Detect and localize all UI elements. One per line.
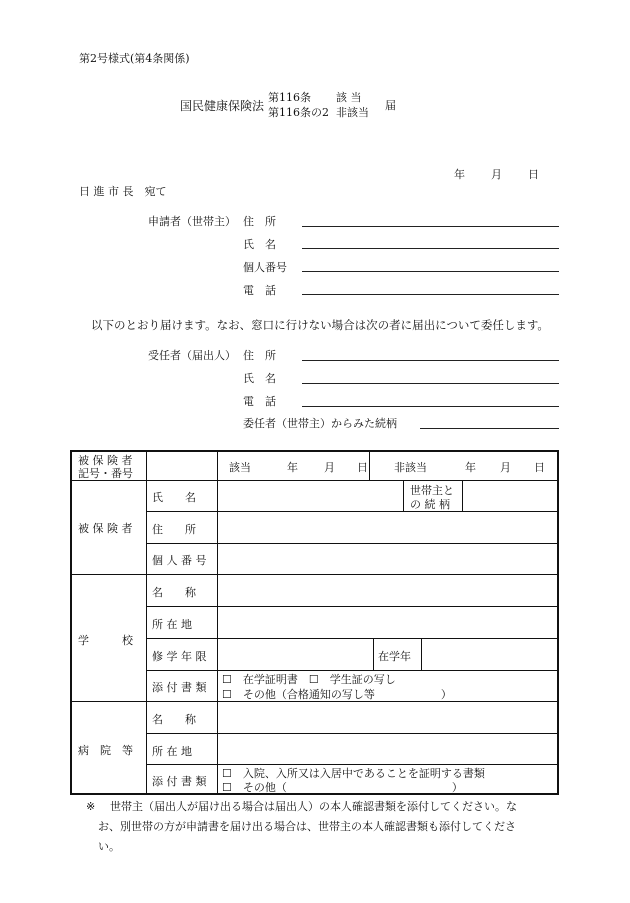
applicant-address-field[interactable] (302, 226, 559, 227)
applicable-month-label: 月 (324, 461, 335, 474)
school-attachment-options-2[interactable]: ☐ その他（合格通知の写し等 ） (222, 688, 452, 701)
not-applicable-month-label: 月 (500, 461, 511, 474)
hospital-attachment-options-2[interactable]: ☐ その他（ ） (222, 781, 463, 794)
applicant-name-field[interactable] (302, 248, 559, 249)
recipient-phone-field[interactable] (302, 406, 559, 407)
recipient-name-field[interactable] (302, 383, 559, 384)
insured-address-field[interactable] (222, 514, 552, 541)
school-attachment-options-1[interactable]: ☐ 在学証明書 ☐ 学生証の写し (222, 673, 396, 686)
insured-number-label-line1: 被 保 険 者 (78, 454, 133, 467)
footnote-line3: い。 (98, 840, 120, 853)
date-year-label: 年 (454, 168, 465, 181)
applicable-year-label: 年 (287, 461, 298, 474)
insured-name-field[interactable] (222, 483, 398, 509)
footnote-line2: お、別世帯の方が申請書を届け出る場合は、世帯主の本人確認書類も添付してくださ (98, 820, 516, 833)
title-article-116: 第116条 (268, 91, 311, 104)
hospital-attachments-label: 添 付 書 類 (152, 775, 207, 788)
recipient-relation-field[interactable] (420, 428, 559, 429)
title-article-116-2: 第116条の2 (268, 106, 329, 119)
insured-number-field[interactable] (152, 454, 212, 478)
school-attachments-label: 添 付 書 類 (152, 681, 207, 694)
delegation-text: 以下のとおり届けます。なお、窓口に行けない場合は次の者に届出について委任します。 (91, 318, 549, 332)
school-name-field[interactable] (222, 577, 552, 604)
title-law: 国民健康保険法 (180, 99, 265, 113)
hospital-location-field[interactable] (222, 736, 552, 762)
relation-label-line2: の 続 柄 (410, 498, 450, 511)
insured-section-label: 被 保 険 者 (78, 522, 133, 535)
applicant-personal-number-field[interactable] (302, 271, 559, 272)
insured-table (70, 450, 559, 795)
title-suffix: 届 (385, 99, 396, 112)
recipient-relation-label: 委任者（世帯主）からみた続柄 (243, 417, 397, 430)
footnote-line1: 世帯主（届出人が届け出る場合は届出人）の本人確認書類を添付してください。な (110, 800, 517, 813)
applicant-personal-number-label: 個人番号 (243, 261, 287, 274)
addressee: 日 進 市 長 宛て (79, 185, 167, 198)
recipient-heading: 受任者（届出人） (148, 349, 236, 362)
relation-label-line1: 世帯主と (410, 484, 454, 497)
hospital-section-label: 病 院 等 (78, 744, 133, 757)
relation-field[interactable] (467, 483, 553, 509)
not-applicable-year-label: 年 (465, 461, 476, 474)
insured-personal-number-label: 個 人 番 号 (152, 554, 207, 567)
applicant-heading: 申請者（世帯主） (148, 215, 236, 228)
hospital-name-field[interactable] (222, 704, 552, 731)
school-location-field[interactable] (222, 609, 552, 636)
school-name-label: 名 称 (152, 586, 196, 599)
applicant-name-label: 氏 名 (243, 238, 276, 251)
recipient-phone-label: 電 話 (243, 395, 276, 408)
school-grade-label: 在学年 (378, 650, 411, 663)
recipient-address-label: 住 所 (243, 349, 276, 362)
not-applicable-day-label: 日 (534, 461, 545, 474)
not-applicable-label: 非該当 (394, 461, 427, 474)
applicable-label: 該当 (229, 461, 251, 474)
insured-number-label-line2: 記号・番号 (78, 467, 133, 480)
insured-name-label: 氏 名 (152, 491, 196, 504)
applicant-address-label: 住 所 (243, 215, 276, 228)
recipient-name-label: 氏 名 (243, 372, 276, 385)
school-section-label: 学 校 (78, 634, 133, 647)
school-location-label: 所 在 地 (152, 618, 192, 631)
hospital-location-label: 所 在 地 (152, 745, 192, 758)
study-years-field[interactable] (222, 641, 368, 668)
school-grade-field[interactable] (426, 641, 552, 668)
hospital-name-label: 名 称 (152, 713, 196, 726)
insured-personal-number-field[interactable] (222, 546, 552, 572)
date-month-label: 月 (491, 168, 502, 181)
insured-address-label: 住 所 (152, 523, 196, 536)
applicant-phone-field[interactable] (302, 294, 559, 295)
date-day-label: 日 (528, 168, 539, 181)
study-years-label: 修 学 年 限 (152, 650, 207, 663)
hospital-attachment-options-1[interactable]: ☐ 入院、入所又は入居中であることを証明する書類 (222, 767, 485, 780)
recipient-address-field[interactable] (302, 360, 559, 361)
title-status-not-applicable: 非該当 (336, 106, 369, 119)
applicant-phone-label: 電 話 (243, 284, 276, 297)
title-status-applicable: 該 当 (336, 91, 362, 104)
footnote-mark: ※ (86, 800, 96, 813)
form-number: 第2号様式(第4条関係) (79, 52, 190, 65)
applicable-day-label: 日 (357, 461, 368, 474)
